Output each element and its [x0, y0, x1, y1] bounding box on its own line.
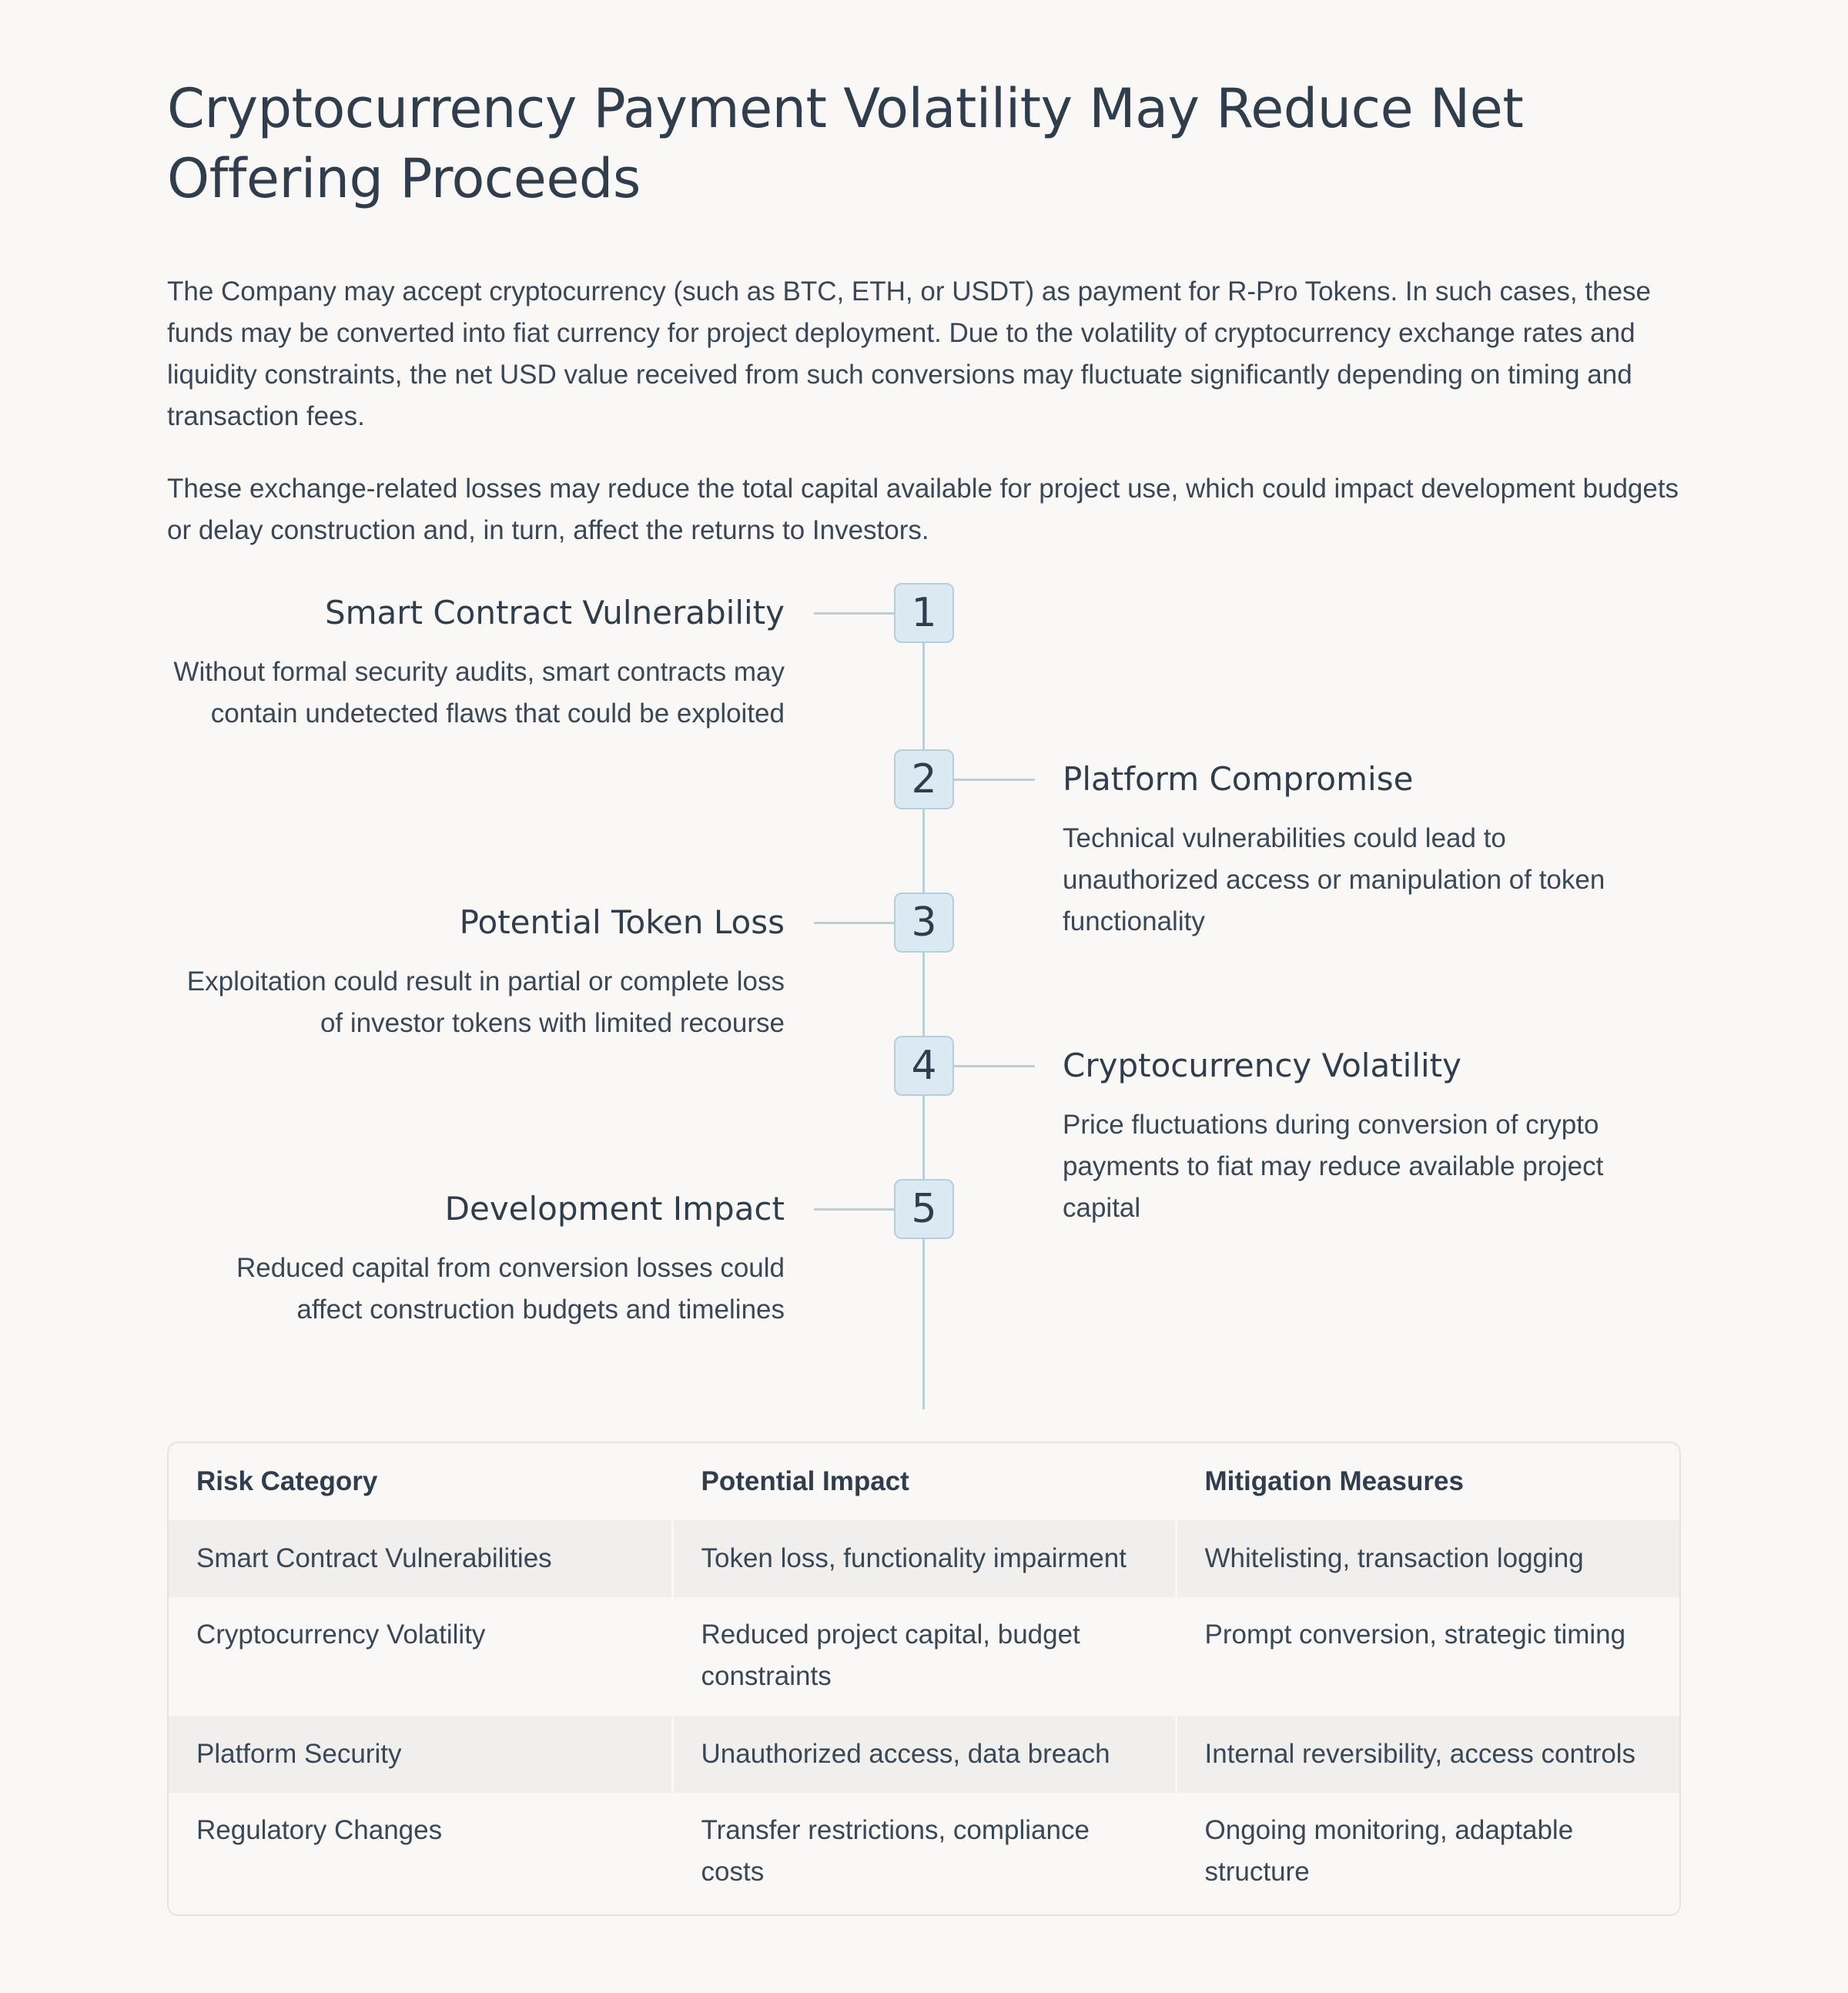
timeline-connector — [814, 1208, 896, 1211]
table-cell: Token loss, functionality impairment — [672, 1520, 1176, 1597]
page-title: Cryptocurrency Payment Volatility May Reduce Net Offering Proceeds — [167, 77, 1524, 210]
table-cell: Ongoing monitoring, adaptable structure — [1176, 1793, 1679, 1910]
timeline-connector — [953, 779, 1035, 781]
timeline-badge: 5 — [894, 1179, 954, 1239]
table-cell: Transfer restrictions, compliance costs — [672, 1793, 1176, 1910]
timeline-item-description: Exploitation could result in partial or complete loss of investor tokens with limited recourse — [186, 966, 785, 1038]
timeline-badge: 1 — [894, 583, 954, 643]
table-row — [169, 1520, 1679, 1597]
table-cell: Whitelisting, transaction logging — [1176, 1520, 1679, 1597]
timeline-badge: 2 — [894, 749, 954, 809]
timeline-item-description: Without formal security audits, smart contracts may contain undetected flaws that could be exploited — [173, 657, 785, 729]
table-cell: Cryptocurrency Volatility — [196, 1620, 486, 1650]
column-header: Potential Impact — [672, 1443, 1176, 1520]
timeline-item-title: Smart Contract Vulnerability — [324, 594, 785, 631]
intro-paragraph: The Company may accept cryptocurrency (such as BTC, ETH, or USDT) as payment for R-Pro Tokens. In such cases, these funds may be converted into fiat currency for project deployment. Due to the volatility of cryptocurrency exchange rates and liquidity constraints, the net USD value received from such conversions may fluctuate significantly depending on timing and transaction fees. — [167, 276, 1651, 431]
timeline-spine — [922, 585, 925, 1409]
risk-table — [167, 1442, 1681, 1916]
timeline-item-title: Cryptocurrency Volatility — [1063, 1047, 1461, 1084]
table-row — [169, 1597, 1679, 1716]
timeline-badge: 4 — [894, 1036, 954, 1096]
timeline-item-description: Reduced capital from conversion losses could affect construction budgets and timelines — [236, 1253, 785, 1325]
table-row — [169, 1716, 1679, 1793]
timeline-item-description: Technical vulnerabilities could lead to unauthorized access or manipulation of token functionality — [1063, 823, 1605, 936]
timeline-connector — [953, 1065, 1035, 1067]
table-cell: Internal reversibility, access controls — [1176, 1716, 1679, 1793]
timeline-connector — [814, 612, 896, 615]
timeline-item-description: Price fluctuations during conversion of crypto payments to fiat may reduce available project capital — [1063, 1110, 1604, 1223]
table-cell: Prompt conversion, strategic timing — [1176, 1597, 1679, 1716]
table-row — [169, 1793, 1679, 1910]
table-cell: Unauthorized access, data breach — [672, 1716, 1176, 1793]
table-cell: Reduced project capital, budget constraints — [672, 1597, 1176, 1716]
column-header: Risk Category — [196, 1466, 378, 1496]
timeline-item-title: Platform Compromise — [1063, 760, 1414, 798]
timeline-badge: 3 — [894, 893, 954, 953]
table-cell: Platform Security — [169, 1716, 672, 1793]
timeline-item-title: Potential Token Loss — [459, 903, 785, 941]
table-header-row — [169, 1443, 1679, 1520]
timeline-connector — [814, 922, 896, 924]
impact-paragraph: These exchange-related losses may reduce the total capital available for project use, which could impact development budgets or delay construction and, in turn, affect the returns to Investors. — [167, 474, 1679, 545]
table-cell: Regulatory Changes — [196, 1815, 443, 1845]
column-header: Mitigation Measures — [1176, 1443, 1679, 1520]
timeline-item-title: Development Impact — [444, 1190, 785, 1228]
table-cell: Smart Contract Vulnerabilities — [169, 1520, 672, 1597]
